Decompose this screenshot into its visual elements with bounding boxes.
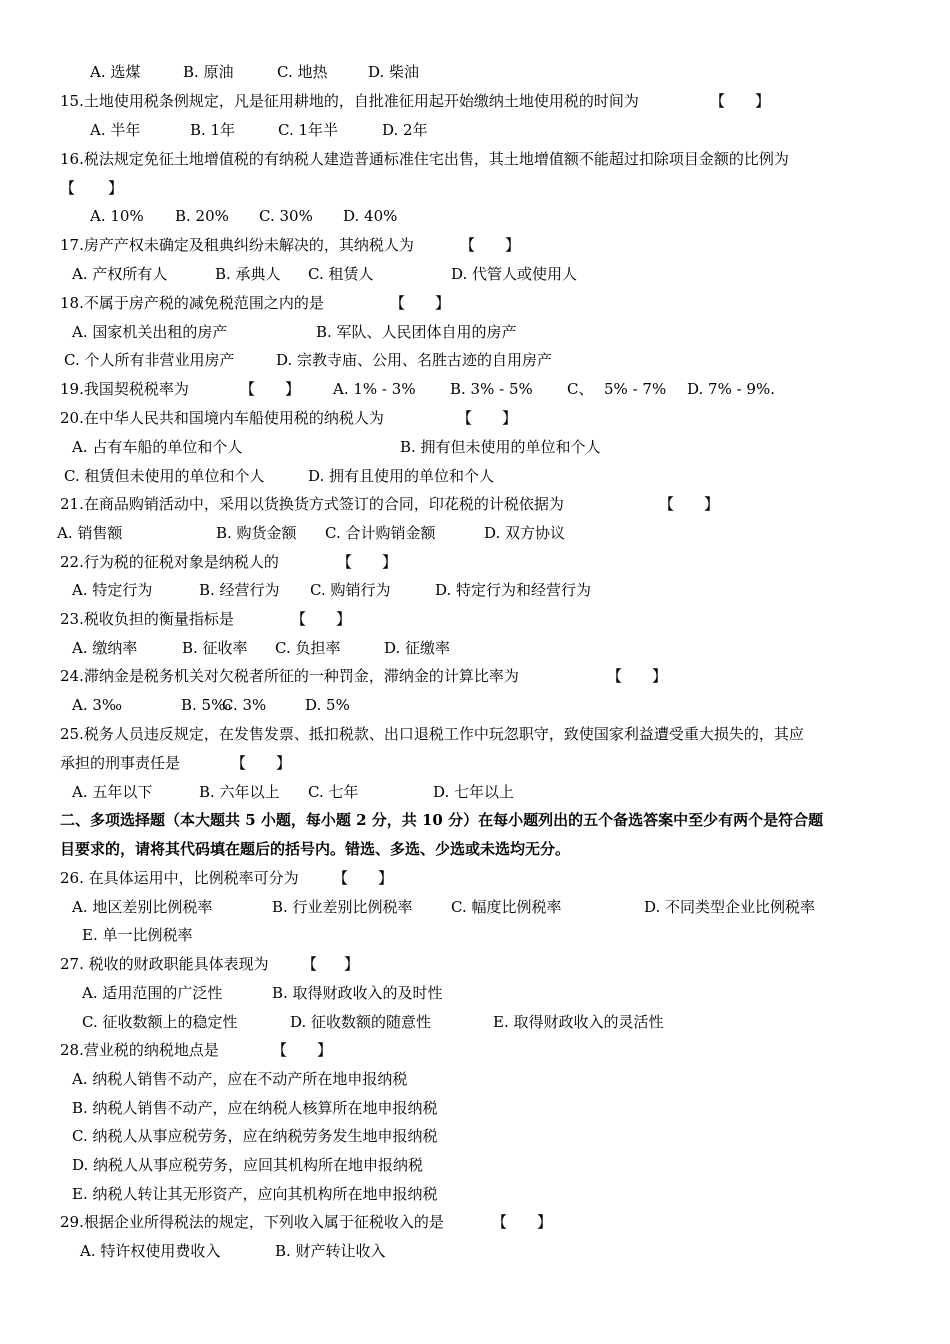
question-line <box>0 490 950 519</box>
text-segment: 29.根据企业所得税法的规定，下列收入属于征税收入的是 <box>60 1213 444 1231</box>
question-line <box>0 289 950 318</box>
answer-bracket: 【 <box>60 179 76 197</box>
question-line <box>0 893 950 922</box>
answer-bracket: 】 <box>382 553 398 571</box>
text-segment: C. 幅度比例税率 <box>451 898 562 916</box>
answer-bracket: 】 <box>378 869 394 887</box>
question-line <box>0 116 950 145</box>
text-segment: 24.滞纳金是税务机关对欠税者所征的一种罚金，滞纳金的计算比率为 <box>60 667 519 685</box>
text-segment: 20.在中华人民共和国境内车船使用税的纳税人为 <box>60 409 384 427</box>
text-segment: C. 1年半 <box>278 121 339 139</box>
question-line <box>0 662 950 691</box>
question-line <box>0 231 950 260</box>
text-segment: A. 国家机关出租的房产 <box>72 323 228 341</box>
question-line <box>0 174 950 203</box>
text-segment: B. 行业差别比例税率 <box>272 898 413 916</box>
text-segment: A. 地区差别比例税率 <box>72 898 213 916</box>
question-line <box>0 864 950 893</box>
question-line <box>0 605 950 634</box>
text-segment: D. 7% - 9%. <box>687 380 775 398</box>
question-line <box>0 979 950 1008</box>
answer-bracket: 】 <box>336 610 352 628</box>
answer-bracket: 【 <box>710 92 726 110</box>
text-segment: A. 特定行为 <box>72 581 153 599</box>
text-segment: C. 纳税人从事应税劳务，应在纳税劳务发生地申报纳税 <box>72 1127 438 1145</box>
text-segment: B. 军队、人民团体自用的房产 <box>316 323 517 341</box>
question-line <box>0 1008 950 1037</box>
text-segment: C. 租赁但未使用的单位和个人 <box>64 467 265 485</box>
question-line <box>0 202 950 231</box>
text-segment: E. 单一比例税率 <box>82 926 193 944</box>
text-segment: 27. 税收的财政职能具体表现为 <box>60 955 269 973</box>
text-segment: C. 征收数额上的稳定性 <box>82 1013 238 1031</box>
text-segment: C、 <box>567 380 594 398</box>
answer-bracket: 【 <box>231 754 247 772</box>
question-line <box>0 318 950 347</box>
text-segment: B. 原油 <box>183 63 234 81</box>
question-line <box>0 1151 950 1180</box>
text-segment: C. 3% <box>222 696 267 714</box>
text-segment: 28.营业税的纳税地点是 <box>60 1041 219 1059</box>
question-line <box>0 634 950 663</box>
text-segment: A. 纳税人销售不动产，应在不动产所在地申报纳税 <box>72 1070 408 1088</box>
text-segment: 17.房产产权未确定及租典纠纷未解决的，其纳税人为 <box>60 236 414 254</box>
question-line <box>0 346 950 375</box>
question-line <box>0 749 950 778</box>
text-segment: D. 纳税人从事应税劳务，应回其机构所在地申报纳税 <box>72 1156 424 1174</box>
question-line <box>0 87 950 116</box>
text-segment: D. 5% <box>305 696 350 714</box>
text-segment: B. 承典人 <box>215 265 281 283</box>
answer-bracket: 】 <box>317 1041 333 1059</box>
question-line <box>0 462 950 491</box>
answer-bracket: 【 <box>492 1213 508 1231</box>
question-line <box>0 1180 950 1209</box>
text-segment: C. 购销行为 <box>310 581 391 599</box>
section-heading-line <box>0 835 950 864</box>
text-segment: B. 1年 <box>190 121 236 139</box>
question-line <box>0 778 950 807</box>
answer-bracket: 】 <box>344 955 360 973</box>
answer-bracket: 【 <box>337 553 353 571</box>
text-segment: B. 经营行为 <box>199 581 280 599</box>
question-line <box>0 921 950 950</box>
question-line <box>0 1122 950 1151</box>
text-segment: C. 个人所有非营业用房产 <box>64 351 235 369</box>
text-segment: B. 六年以上 <box>199 783 280 801</box>
text-segment: E. 纳税人转让其无形资产，应向其机构所在地申报纳税 <box>72 1185 438 1203</box>
question-line <box>0 145 950 174</box>
text-segment: 19.我国契税税率为 <box>60 380 189 398</box>
answer-bracket: 【 <box>240 380 256 398</box>
answer-bracket: 】 <box>502 409 518 427</box>
text-segment: A. 1% - 3% <box>333 380 416 398</box>
question-line <box>0 1237 950 1266</box>
text-segment: B. 征收率 <box>182 639 248 657</box>
question-line <box>0 720 950 749</box>
text-segment: B. 拥有但未使用的单位和个人 <box>400 438 601 456</box>
text-segment: A. 特许权使用费收入 <box>80 1242 221 1260</box>
text-segment: A. 10% <box>90 207 144 225</box>
question-line <box>0 1208 950 1237</box>
text-segment: A. 五年以下 <box>72 783 153 801</box>
text-segment: E. 取得财政收入的灵活性 <box>493 1013 664 1031</box>
text-segment: D. 七年以上 <box>433 783 515 801</box>
answer-bracket: 【 <box>607 667 623 685</box>
text-segment: C. 租赁人 <box>308 265 374 283</box>
text-segment: D. 代管人或使用人 <box>451 265 578 283</box>
text-segment: B. 3% - 5% <box>450 380 533 398</box>
text-segment: D. 2年 <box>382 121 428 139</box>
answer-bracket: 】 <box>276 754 292 772</box>
answer-bracket: 【 <box>302 955 318 973</box>
text-segment: C. 负担率 <box>275 639 341 657</box>
text-segment: C. 30% <box>259 207 313 225</box>
text-segment: 22.行为税的征税对象是纳税人的 <box>60 553 279 571</box>
answer-bracket: 【 <box>272 1041 288 1059</box>
text-segment: D. 征收数额的随意性 <box>290 1013 432 1031</box>
text-segment: A. 半年 <box>90 121 141 139</box>
question-line <box>0 950 950 979</box>
text-segment: A. 选煤 <box>90 63 141 81</box>
question-line <box>0 548 950 577</box>
text-segment: 18.不属于房产税的减免税范围之内的是 <box>60 294 324 312</box>
text-segment: D. 柴油 <box>368 63 420 81</box>
text-segment: 承担的刑事责任是 <box>60 754 181 772</box>
text-segment: A. 适用范围的广泛性 <box>82 984 223 1002</box>
question-line <box>0 404 950 433</box>
text-segment: B. 取得财政收入的及时性 <box>272 984 443 1002</box>
text-segment: A. 产权所有人 <box>72 265 168 283</box>
question-line <box>0 260 950 289</box>
answer-bracket: 】 <box>652 667 668 685</box>
answer-bracket: 】 <box>704 495 720 513</box>
text-segment: D. 双方协议 <box>484 524 566 542</box>
answer-bracket: 【 <box>291 610 307 628</box>
question-line <box>0 519 950 548</box>
answer-bracket: 【 <box>457 409 473 427</box>
answer-bracket: 】 <box>285 380 301 398</box>
text-segment: 21.在商品购销活动中，采用以货换货方式签订的合同，印花税的计税依据为 <box>60 495 564 513</box>
text-segment: C. 合计购销金额 <box>325 524 436 542</box>
question-line <box>0 433 950 462</box>
text-segment: 5% - 7% <box>604 380 667 398</box>
answer-bracket: 【 <box>460 236 476 254</box>
answer-bracket: 】 <box>108 179 124 197</box>
text-segment: B. 购货金额 <box>216 524 297 542</box>
text-segment: A. 销售额 <box>57 524 123 542</box>
question-line <box>0 58 950 87</box>
text-segment: D. 特定行为和经营行为 <box>435 581 592 599</box>
text-segment: B. 财产转让收入 <box>275 1242 386 1260</box>
text-segment: B. 5‰ <box>181 696 232 714</box>
text-segment: D. 宗教寺庙、公用、名胜古迹的自用房产 <box>276 351 553 369</box>
text-segment: D. 征缴率 <box>384 639 451 657</box>
question-line <box>0 1094 950 1123</box>
answer-bracket: 【 <box>333 869 349 887</box>
text-segment: 23.税收负担的衡量指标是 <box>60 610 234 628</box>
text-segment: B. 纳税人销售不动产，应在纳税人核算所在地申报纳税 <box>72 1099 438 1117</box>
text-segment: 目要求的，请将其代码填在题后的括号内。错选、多选、少选或未选均无分。 <box>60 840 571 858</box>
question-line <box>0 375 950 404</box>
text-segment: C. 地热 <box>277 63 328 81</box>
question-line <box>0 576 950 605</box>
text-segment: 26. 在具体运用中，比例税率可分为 <box>60 869 299 887</box>
text-segment: 25.税务人员违反规定，在发售发票、抵扣税款、出口退税工作中玩忽职守，致使国家利益遭受重大损失的，其应 <box>60 725 804 743</box>
answer-bracket: 【 <box>659 495 675 513</box>
question-line <box>0 1036 950 1065</box>
question-line <box>0 691 950 720</box>
text-segment: A. 占有车船的单位和个人 <box>72 438 243 456</box>
text-segment: A. 缴纳率 <box>72 639 138 657</box>
text-segment: D. 不同类型企业比例税率 <box>644 898 816 916</box>
text-segment: D. 拥有且使用的单位和个人 <box>308 467 495 485</box>
answer-bracket: 】 <box>505 236 521 254</box>
answer-bracket: 】 <box>435 294 451 312</box>
text-segment: B. 20% <box>175 207 229 225</box>
text-segment: 16.税法规定免征土地增值税的有纳税人建造普通标准住宅出售，其土地增值额不能超过扣除项目金额的比例为 <box>60 150 789 168</box>
text-segment: A. 3‰ <box>72 696 123 714</box>
question-line <box>0 1065 950 1094</box>
text-segment: 二、多项选择题（本大题共 5 小题，每小题 2 分，共 10 分）在每小题列出的五个备选答案中至少有两个是符合题 <box>60 811 824 829</box>
text-segment: 15.土地使用税条例规定，凡是征用耕地的，自批准征用起开始缴纳土地使用税的时间为 <box>60 92 639 110</box>
answer-bracket: 【 <box>390 294 406 312</box>
text-segment: D. 40% <box>343 207 398 225</box>
text-segment: C. 七年 <box>308 783 359 801</box>
section-heading-line <box>0 806 950 835</box>
answer-bracket: 】 <box>755 92 771 110</box>
answer-bracket: 】 <box>537 1213 553 1231</box>
